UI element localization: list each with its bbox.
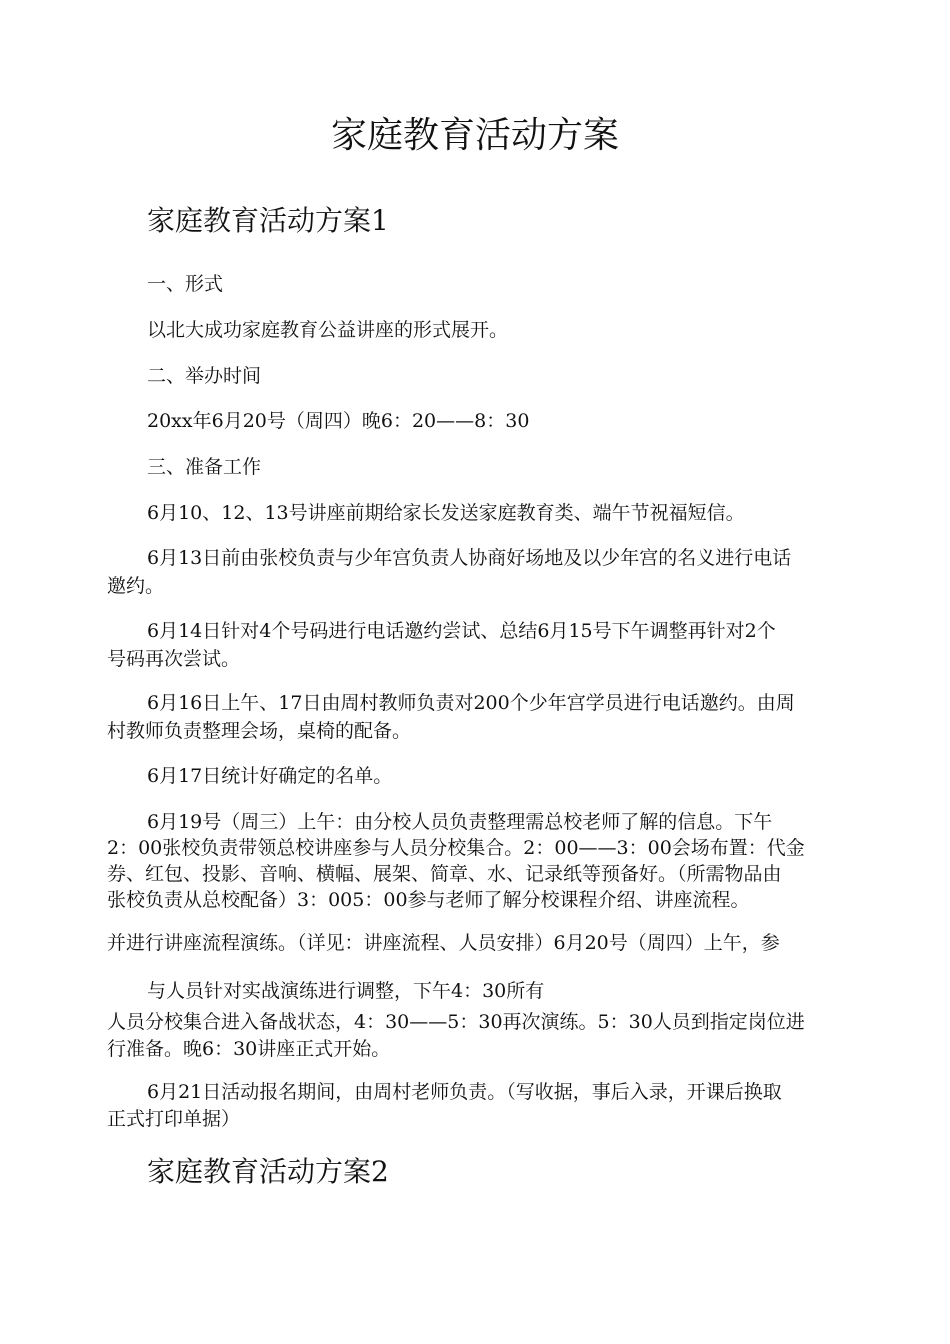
paragraph-trial-line2: 号码再次尝试。 bbox=[107, 648, 241, 670]
heading-time: 二、举办时间 bbox=[147, 365, 262, 387]
paragraph-june19-line2: 2：00张校负责带领总校讲座参与人员分校集合。2：00——3：00会场布置：代金 bbox=[107, 837, 805, 859]
document-title: 家庭教育活动方案 bbox=[330, 115, 619, 156]
paragraph-sms: 6月10、12、13号讲座前期给家长发送家庭教育类、端午节祝福短信。 bbox=[147, 502, 745, 524]
paragraph-june19-line1: 6月19号（周三）上午：由分校人员负责整理需总校老师了解的信息。下午 bbox=[147, 811, 773, 833]
paragraph-trial-line1: 6月14日针对4个号码进行电话邀约尝试、总结6月15号下午调整再针对2个 bbox=[147, 620, 776, 642]
paragraph-venue-line1: 6月13日前由张校负责与少年宫负责人协商好场地及以少年宫的名义进行电话 bbox=[147, 547, 792, 569]
paragraph-calls-line1: 6月16日上午、17日由周村教师负责对200个少年宫学员进行电话邀约。由周 bbox=[147, 692, 795, 714]
paragraph-adjust: 与人员针对实战演练进行调整，下午4：30所有 bbox=[147, 980, 545, 1002]
paragraph-june19-line3: 券、红包、投影、音响、横幅、展架、简章、水、记录纸等预备好。（所需物品由 bbox=[107, 863, 782, 885]
paragraph-rehearsal: 并进行讲座流程演练。（详见：讲座流程、人员安排）6月20号（周四）上午，参 bbox=[107, 932, 780, 954]
paragraph-registration-line2: 正式打印单据） bbox=[107, 1108, 241, 1130]
heading-form: 一、形式 bbox=[147, 273, 224, 295]
section-heading-1: 家庭教育活动方案1 bbox=[147, 204, 389, 237]
paragraph-venue-line2: 邀约。 bbox=[107, 575, 165, 597]
heading-preparation: 三、准备工作 bbox=[147, 456, 262, 478]
paragraph-namelist: 6月17日统计好确定的名单。 bbox=[147, 765, 393, 787]
paragraph-june19-line4: 张校负责从总校配备）3：005：00参与老师了解分校课程介绍、讲座流程。 bbox=[107, 889, 750, 911]
paragraph-form: 以北大成功家庭教育公益讲座的形式展开。 bbox=[147, 319, 509, 341]
paragraph-assembly-line2: 行准备。晚6：30讲座正式开始。 bbox=[107, 1038, 391, 1060]
paragraph-calls-line2: 村教师负责整理会场，桌椅的配备。 bbox=[107, 720, 412, 742]
paragraph-time: 20xx年6月20号（周四）晚6：20——8：30 bbox=[147, 410, 530, 432]
paragraph-assembly-line1: 人员分校集合进入备战状态，4：30——5：30再次演练。5：30人员到指定岗位进 bbox=[107, 1011, 805, 1033]
section-heading-2: 家庭教育活动方案2 bbox=[147, 1155, 389, 1188]
paragraph-registration-line1: 6月21日活动报名期间，由周村老师负责。（写收据，事后入录，开课后换取 bbox=[147, 1081, 782, 1103]
